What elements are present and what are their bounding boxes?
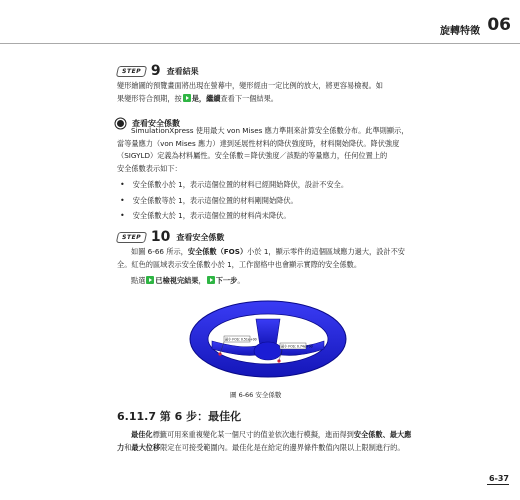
step-title: 查看結果 [166,66,199,76]
text-span: 如圖 6-66 所示， [131,247,188,256]
section-heading-text: 查看安全係數 [132,119,180,128]
para-line: 當等量應力（von Mises 應力）達到延展性材料的降伏強度時，材料開始降伏。降伏強度 [117,138,400,148]
bold-text: 最佳化 [131,430,153,439]
bullet-text: 安全係數小於 1，表示這個位置的材料已經開始降伏，設計不安全。 [132,180,349,189]
bold-text: 安全係數（FOS） [187,247,248,256]
list-item [120,195,348,208]
factor-bullets [120,179,348,223]
page-number: 6-37 [488,474,509,483]
bold-text: 最大位移 [131,442,161,452]
list-item [120,210,348,223]
text-span: 限定在可接受範圍內。最佳化是在給定的邊界條件數值內限以上限制進行的。 [160,442,405,452]
para-line: 安全係數表示如下： [117,163,182,173]
bullet-dot: • [120,180,125,189]
step9-heading [117,63,199,79]
text-span: 。 [237,276,245,285]
section-line2 [117,442,507,455]
list-item [120,179,348,192]
step9-line1: 變形繪圖的預覽畫面將出現在螢幕中，變形經由一定比例的放大，將更容易檢視。如 [117,81,383,90]
chapter-title: 旋轉特徵 [440,26,480,37]
bullet-dot: • [120,211,125,220]
text-span: 點選 [131,276,146,285]
bullet-dot: • [120,195,125,205]
wheel-hub [254,342,282,360]
section-line1 [117,429,507,442]
safety-factor-figure [186,291,350,381]
step10-line2: 全。紅色的區域表示安全係數小於 1，工作窗格中也會顯示實際的安全係數。 [117,259,362,269]
text-span: 和 [124,442,132,452]
chapter-number: 06 [487,15,511,35]
fos-label-1: 最小 FOS: 0.51e+00 [225,337,257,342]
next-arrow-icon [146,276,154,284]
header-divider [0,43,520,44]
fos-label-2: 最小 FOS: 0.74e+00 [281,344,313,349]
para-line: SimulationXpress 使用最大 von Mises 應力準則來計算安全係數分布。此準則顯示， [131,126,409,135]
bullet-text: 安全係數等於 1，表示這個位置的材料剛開始降伏。 [132,195,298,205]
bold-text: 力 [117,442,125,452]
step9-line2 [117,93,497,106]
step10-body [117,246,502,288]
step-badge: STEP [116,66,147,77]
step-number: 9 [150,63,161,79]
text-span: 查看下一個結果。 [220,93,278,103]
bullet-text: 安全係數大於 1，表示這個位置的材料尚未降伏。 [132,211,291,220]
page-number-underline [487,484,509,485]
factor-paragraph [117,125,502,175]
bold-text: 安全係數、最大應 [353,430,412,439]
step-title: 查看安全係數 [176,232,225,242]
text-span: 標籤可用來重複變化某一個尺寸的值並依次進行模擬，進而得到 [152,430,354,439]
step-badge: STEP [116,232,147,243]
figure-caption: 圖 6-66 安全係數 [230,391,282,399]
step10-heading [117,229,224,245]
text-span: ， [198,276,206,285]
para-line: （SIGYLD）定義為材料屬性。安全係數＝降伏強度／該點的等量應力，任何位置上的 [117,151,388,160]
bold-text: 是，繼續 [191,93,221,103]
bold-text: 已檢視完結果 [155,276,199,285]
step10-line1 [117,246,502,259]
text-span: 果變形符合預期，按 [117,93,182,103]
step9-body [117,80,497,105]
section-6117-body [117,429,507,454]
ok-arrow-icon [183,94,191,102]
text-span: 小於 1，顯示零件的這個區域應力過大，設計不安 [247,247,405,256]
bold-text: 下一步 [215,276,238,285]
next-arrow-icon [207,276,215,284]
section-title: 6.11.7 第 6 步：最佳化 [117,410,242,423]
step10-line3 [117,275,502,288]
step-number: 10 [150,229,171,245]
